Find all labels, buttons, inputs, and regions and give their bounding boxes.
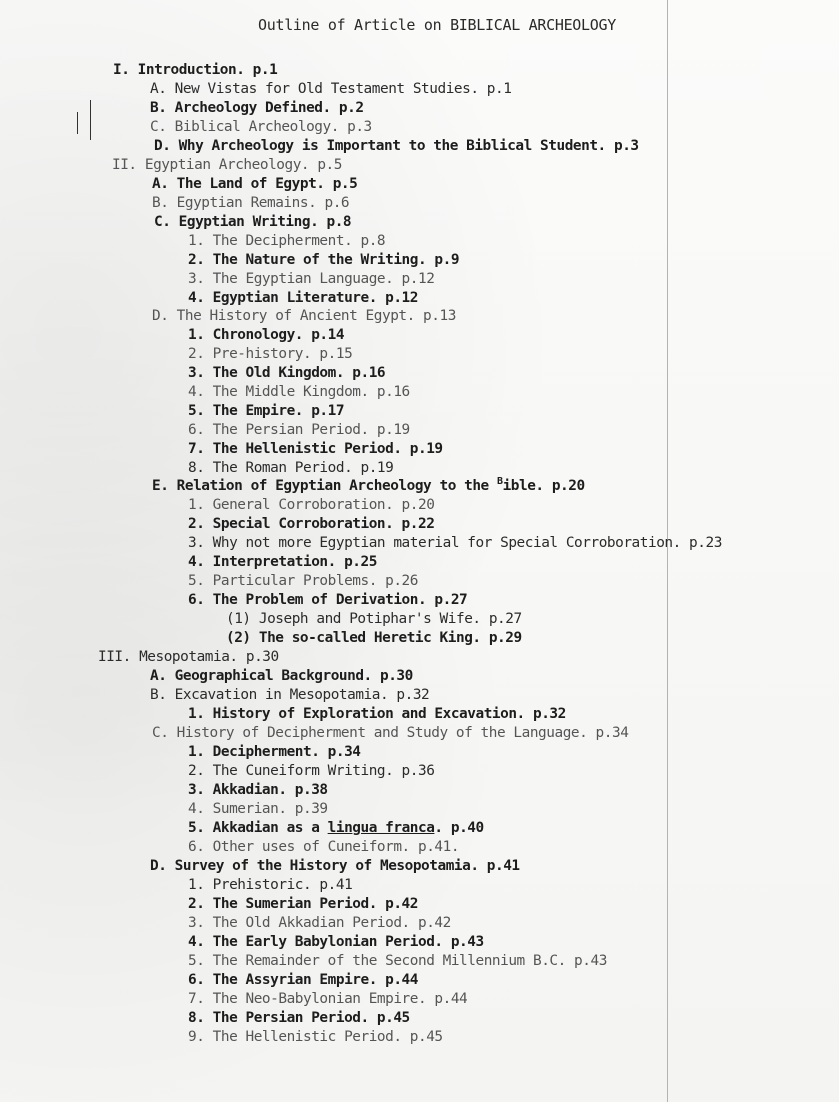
outline-item: 5. The Empire. p.17 [188, 403, 345, 419]
outline-item: 2. The Sumerian Period. p.42 [188, 896, 418, 912]
outline-item: D. Why Archeology is Important to the Biblical Student. p.3 [154, 138, 639, 154]
outline-item: 1. The Decipherment. p.8 [188, 233, 386, 249]
outline-item: 7. The Hellenistic Period. p.19 [188, 441, 443, 457]
outline-item: 4. Interpretation. p.25 [188, 554, 377, 570]
superscript-letter: B [496, 476, 503, 487]
outline-item: 5. The Remainder of the Second Millennium B.C. p.43 [188, 953, 607, 969]
outline-item: A. New Vistas for Old Testament Studies. p.1 [150, 81, 512, 97]
outline-item: C. Egyptian Writing. p.8 [154, 214, 352, 230]
outline-item: 2. Special Corroboration. p.22 [188, 516, 435, 532]
outline-item: III. Mesopotamia. p.30 [98, 649, 279, 665]
outline-item: (1) Joseph and Potiphar's Wife. p.27 [226, 611, 522, 627]
outline-item: B. Excavation in Mesopotamia. p.32 [150, 687, 430, 703]
outline-item: 2. The Nature of the Writing. p.9 [188, 252, 460, 268]
outline-item: 2. Pre-history. p.15 [188, 346, 353, 362]
margin-mark [77, 112, 78, 134]
outline-item: C. Biblical Archeology. p.3 [150, 119, 372, 135]
outline-item: 5. Particular Problems. p.26 [188, 573, 418, 589]
outline-item: D. The History of Ancient Egypt. p.13 [152, 308, 456, 324]
outline-item: 1. Decipherment. p.34 [188, 744, 361, 760]
outline-item [152, 477, 585, 496]
outline-item: 4. Egyptian Literature. p.12 [188, 290, 418, 306]
underlined-phrase: lingua franca [327, 820, 435, 836]
outline-item-text: ible. p.20 [502, 478, 585, 494]
outline-item: 2. The Cuneiform Writing. p.36 [188, 763, 435, 779]
outline-item: 4. Sumerian. p.39 [188, 801, 328, 817]
outline-item-text: . p.40 [434, 820, 484, 836]
outline-item: 1. General Corroboration. p.20 [188, 497, 435, 513]
outline-item: 1. Prehistoric. p.41 [188, 877, 353, 893]
outline-item: C. History of Decipherment and Study of the Language. p.34 [152, 725, 629, 741]
outline-item: 3. The Old Kingdom. p.16 [188, 365, 386, 381]
outline-item: I. Introduction. p.1 [113, 62, 278, 78]
outline-item: 3. Why not more Egyptian material for Special Corroboration. p.23 [188, 535, 722, 551]
margin-mark [90, 100, 91, 140]
outline-item: 8. The Roman Period. p.19 [188, 460, 394, 476]
outline-item: 6. Other uses of Cuneiform. p.41. [188, 839, 460, 855]
outline-item: 4. The Middle Kingdom. p.16 [188, 384, 410, 400]
outline-item: II. Egyptian Archeology. p.5 [112, 157, 342, 173]
outline-item: 1. Chronology. p.14 [188, 327, 345, 343]
outline-item: A. Geographical Background. p.30 [150, 668, 413, 684]
outline-item-text: 5. Akkadian as a [188, 820, 328, 836]
outline-item: 6. The Problem of Derivation. p.27 [188, 592, 468, 608]
outline-item [188, 819, 484, 838]
outline-item: 8. The Persian Period. p.45 [188, 1010, 410, 1026]
outline-item: 9. The Hellenistic Period. p.45 [188, 1029, 443, 1045]
outline-item: 7. The Neo-Babylonian Empire. p.44 [188, 991, 468, 1007]
outline-item: 6. The Assyrian Empire. p.44 [188, 972, 418, 988]
outline-item: B. Egyptian Remains. p.6 [152, 195, 350, 211]
outline-item: 1. History of Exploration and Excavation. p.32 [188, 706, 566, 722]
outline-item: (2) The so-called Heretic King. p.29 [226, 630, 522, 646]
outline-item: A. The Land of Egypt. p.5 [152, 176, 358, 192]
outline-item: 6. The Persian Period. p.19 [188, 422, 410, 438]
outline-item: 3. The Egyptian Language. p.12 [188, 271, 435, 287]
outline-item-text: E. Relation of Egyptian Archeology to the [152, 478, 497, 494]
outline-item: D. Survey of the History of Mesopotamia. p.41 [150, 858, 520, 874]
outline-item: 3. Akkadian. p.38 [188, 782, 328, 798]
outline-item: 3. The Old Akkadian Period. p.42 [188, 915, 451, 931]
document-title: Outline of Article on BIBLICAL ARCHEOLOGY [258, 16, 616, 34]
outline-item: B. Archeology Defined. p.2 [150, 100, 364, 116]
outline-item: 4. The Early Babylonian Period. p.43 [188, 934, 484, 950]
